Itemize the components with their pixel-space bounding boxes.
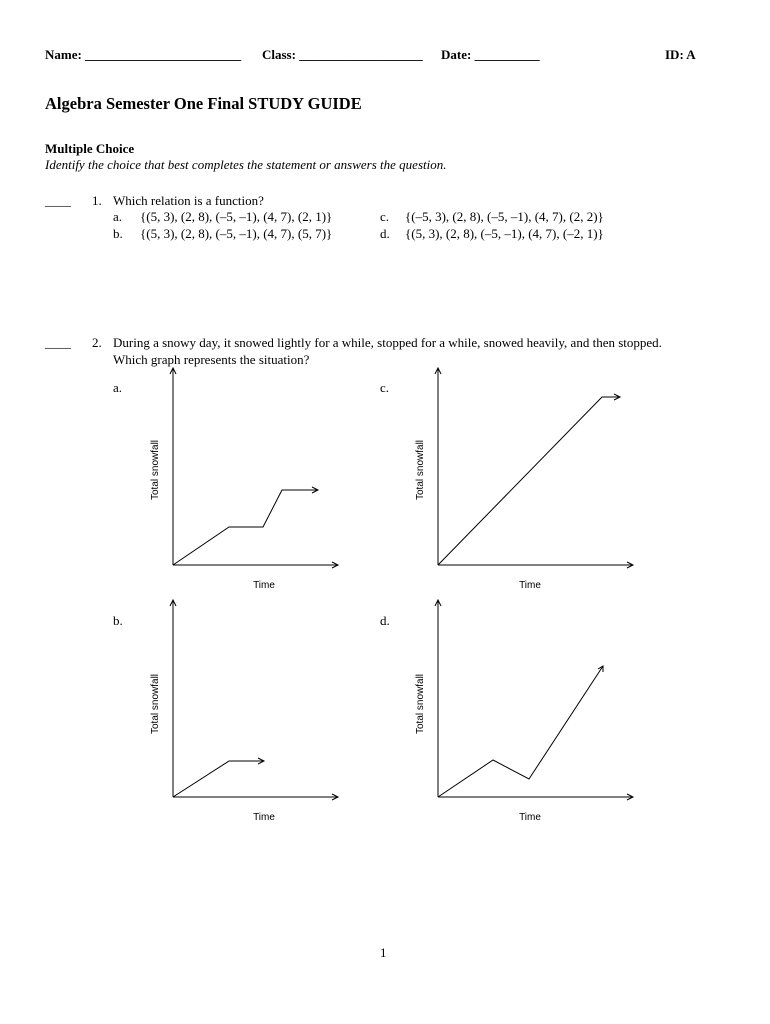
choice-text: {(5, 3), (2, 8), (–5, –1), (4, 7), (–2, 1)} — [405, 226, 604, 241]
id-label: ID: A — [665, 47, 696, 62]
section-heading: Multiple Choice — [45, 141, 135, 156]
x-axis-label: Time — [519, 812, 541, 823]
page-number: 1 — [380, 945, 387, 960]
class-field-label: Class: ___________________ — [262, 47, 423, 62]
graph-choice-letter: b. — [113, 613, 123, 628]
graph-line — [173, 490, 318, 565]
choice-letter: a. — [113, 209, 123, 224]
name-field-label: Name: ________________________ — [45, 47, 242, 62]
graph-c — [405, 360, 645, 600]
choice-letter: d. — [380, 226, 390, 241]
question-text-line-1: During a snowy day, it snowed lightly for a while, stopped for a while, snowed heavily, and then stopped. — [113, 335, 662, 350]
answer-blank: ____ — [45, 335, 71, 350]
graph-choice-letter: a. — [113, 380, 123, 395]
y-axis-label: Total snowfall — [150, 439, 161, 501]
question-number: 2. — [92, 335, 102, 350]
graph-choice-letter: d. — [380, 613, 390, 628]
choice-letter: c. — [380, 209, 390, 224]
question-text-line-2: Which graph represents the situation? — [113, 352, 310, 367]
x-axis-label: Time — [253, 812, 275, 823]
answer-blank: ____ — [45, 193, 71, 208]
graph-a — [140, 360, 340, 600]
choice-text: {(–5, 3), (2, 8), (–5, –1), (4, 7), (2, 2)} — [405, 209, 604, 224]
choice-letter: b. — [113, 226, 123, 241]
choice-text: {(5, 3), (2, 8), (–5, –1), (4, 7), (5, 7)} — [140, 226, 333, 241]
graph-line — [173, 761, 264, 797]
graph-choice-letter: c. — [380, 380, 390, 395]
page-title: Algebra Semester One Final STUDY GUIDE — [45, 94, 362, 113]
x-axis-label: Time — [253, 580, 275, 591]
graph-line — [438, 666, 603, 797]
question-text: Which relation is a function? — [113, 193, 264, 208]
graph-line — [438, 397, 620, 565]
x-axis-label: Time — [519, 580, 541, 591]
y-axis-label: Total snowfall — [415, 439, 426, 501]
graph-d — [405, 592, 645, 832]
question-number: 1. — [92, 193, 102, 208]
y-axis-label: Total snowfall — [415, 673, 426, 735]
choice-text: {(5, 3), (2, 8), (–5, –1), (4, 7), (2, 1)} — [140, 209, 333, 224]
y-axis-label: Total snowfall — [150, 673, 161, 735]
section-instructions: Identify the choice that best completes the statement or answers the question. — [45, 157, 447, 172]
date-field-label: Date: __________ — [441, 47, 540, 62]
graph-b — [140, 592, 340, 832]
